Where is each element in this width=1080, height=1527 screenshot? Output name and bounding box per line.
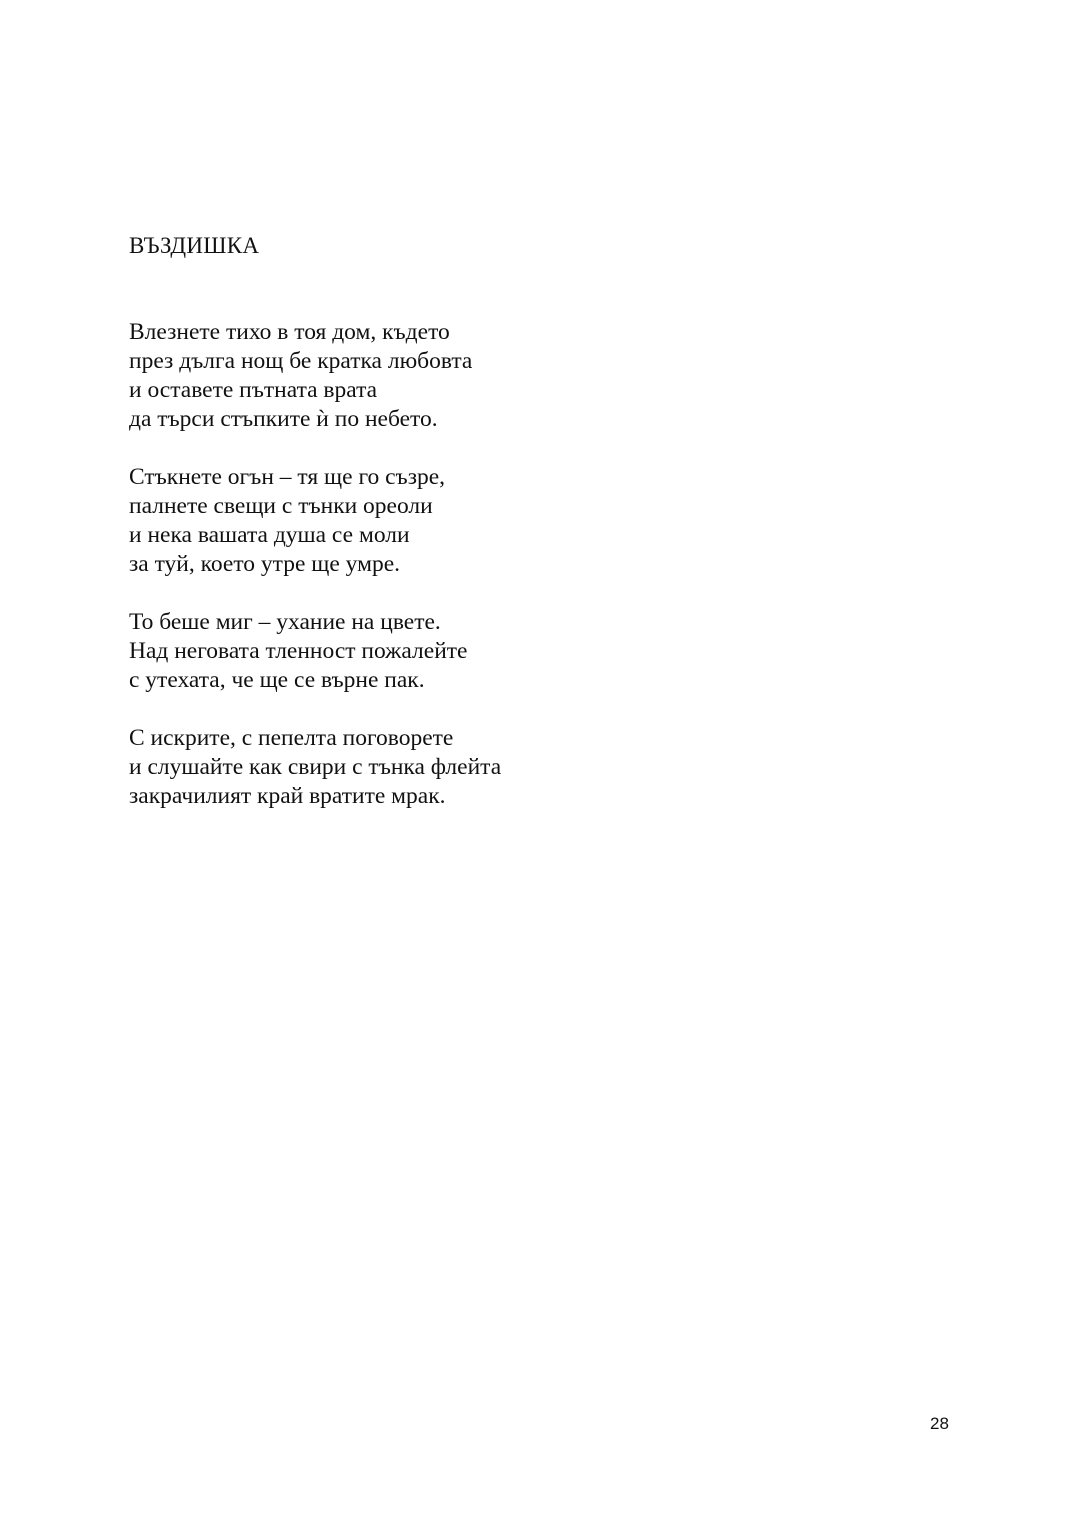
poem-line: през дълга нощ бе кратка любовта — [129, 348, 473, 374]
poem-title: ВЪЗДИШКА — [129, 233, 260, 258]
poem-line: С искрите, с пепелта поговорете — [129, 725, 454, 751]
stanza-1 — [129, 318, 829, 434]
page-number: 28 — [930, 1414, 949, 1433]
stanza-3 — [129, 608, 829, 695]
poem-line: и оставете пътната врата — [129, 377, 378, 403]
poem-line: палнете свещи с тънки ореоли — [129, 493, 433, 519]
poem-line: за туй, което утре ще умре. — [129, 551, 401, 577]
poem-line: То беше миг – ухание на цвете. — [129, 609, 441, 635]
stanza-4 — [129, 724, 829, 811]
poem-line: и нека вашата душа се моли — [129, 522, 410, 548]
poem-line: Над неговата тленност пожалейте — [129, 638, 468, 664]
poem-body — [129, 318, 829, 840]
poem-line: Влезнете тихо в тоя дом, където — [129, 319, 450, 345]
stanza-2 — [129, 463, 829, 579]
poem-line: Стъкнете огън – тя ще го съзре, — [129, 464, 446, 490]
poem-line: да търси стъпките ѝ по небето. — [129, 406, 438, 432]
poem-line: закрачилият край вратите мрак. — [129, 783, 446, 809]
poem-line: и слушайте как свири с тънка флейта — [129, 754, 502, 780]
poem-line: с утехата, че ще се върне пак. — [129, 667, 425, 693]
